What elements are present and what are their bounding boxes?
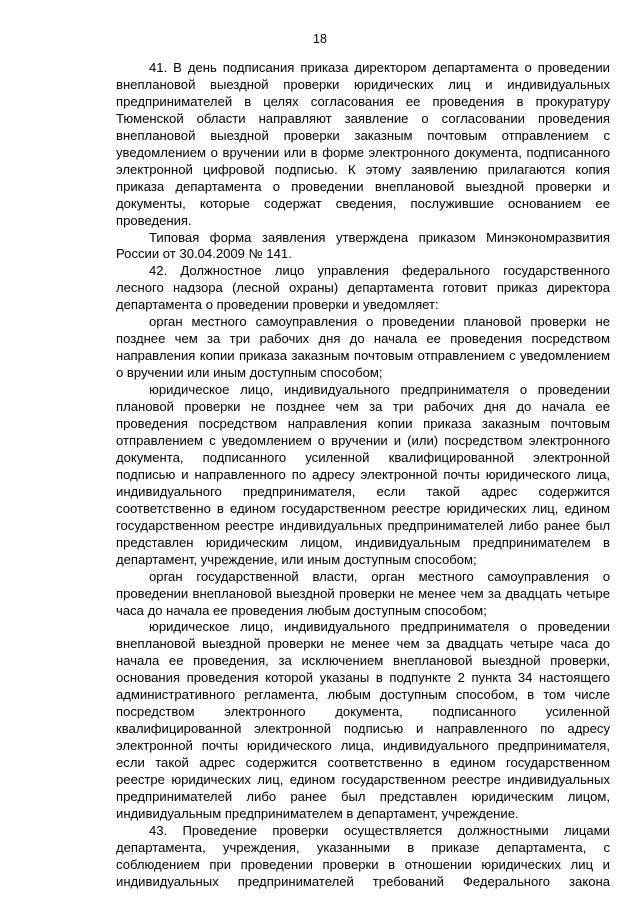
paragraph-standard-form: Типовая форма заявления утверждена приказом Минэкономразвития России от 30.04.2009 № 141.	[116, 229, 610, 262]
paragraph-notify-legal-entity-planned: юридическое лицо, индивидуального предпринимателя о проведении плановой проверки не позднее чем за три рабочих дня до начала ее проведения посредством направления копии приказа заказным почтовым отправлением с уведомлением о вручении и (или) посредством электронного документа, подписанного усиленной квалифицированной электронной подписью и направленного по адресу электронной почты юридического лица, индивидуального предпринимателя, если такой адрес содержится соответственно в едином государственном реестре юридических лиц, едином государственном реестре индивидуальных предпринимателей либо ранее был представлен юридическим лицом, индивидуальным предпринимателем в департамент, учреждение, или иным доступным способом;	[116, 382, 610, 567]
paragraph-notify-state-authority: орган государственной власти, орган местного самоуправления о проведении внеплановой выездной проверки не менее чем за двадцать четыре часа до начала ее проведения любым доступным способом;	[116, 568, 610, 618]
document-body	[116, 60, 610, 891]
paragraph-41: 41. В день подписания приказа директором департамента о проведении внеплановой выездной проверки юридических лиц и индивидуальных предпринимателей в целях согласования ее проведения в прокуратуру Тюменской области направляют заявление о согласовании проведения внеплановой выездной проверки заказным почтовым отправлением с уведомлением о вручении или в форме электронного документа, подписанного электронной цифровой подписью. К этому заявлению прилагаются копия приказа департамента о проведении внеплановой выездной проверки и документы, которые содержат сведения, послужившие основанием ее проведения.	[116, 60, 610, 228]
paragraph-43: 43. Проведение проверки осуществляется должностными лицами департамента, учреждения, указанными в приказе департамента, с соблюдением при проведении проверки в отношении юридических лиц и индивидуальных предпринимателей требований Федерального закона	[116, 822, 610, 889]
paragraph-notify-legal-entity-unplanned: юридическое лицо, индивидуального предпринимателя о проведении внеплановой выездной проверки не менее чем за двадцать четыре часа до начала ее проведения, за исключением внеплановой выездной проверки, основания проведения которой указаны в подпункте 2 пункта 34 настоящего административного регламента, любым доступным способом, в том числе посредством электронного документа, подписанного усиленной квалифицированной электронной подписью и направленного по адресу электронной почты юридического лица, индивидуального предпринимателя, если такой адрес содержится соответственно в едином государственном реестре юридических лиц, едином государственном реестре индивидуальных предпринимателей либо ранее был представлен юридическим лицом, индивидуальным предпринимателем в департамент, учреждение.	[116, 619, 610, 821]
paragraph-notify-local-government: орган местного самоуправления о проведении плановой проверки не позднее чем за три рабочих дня до начала ее проведения посредством направления копии приказа заказным почтовым отправлением с уведомлением о вручении или иным доступным способом;	[116, 314, 610, 381]
paragraph-42: 42. Должностное лицо управления федерального государственного лесного надзора (лесной охраны) департамента готовит приказ директора департамента о проведении проверки и уведомляет:	[116, 263, 610, 313]
page-number: 18	[313, 32, 327, 46]
